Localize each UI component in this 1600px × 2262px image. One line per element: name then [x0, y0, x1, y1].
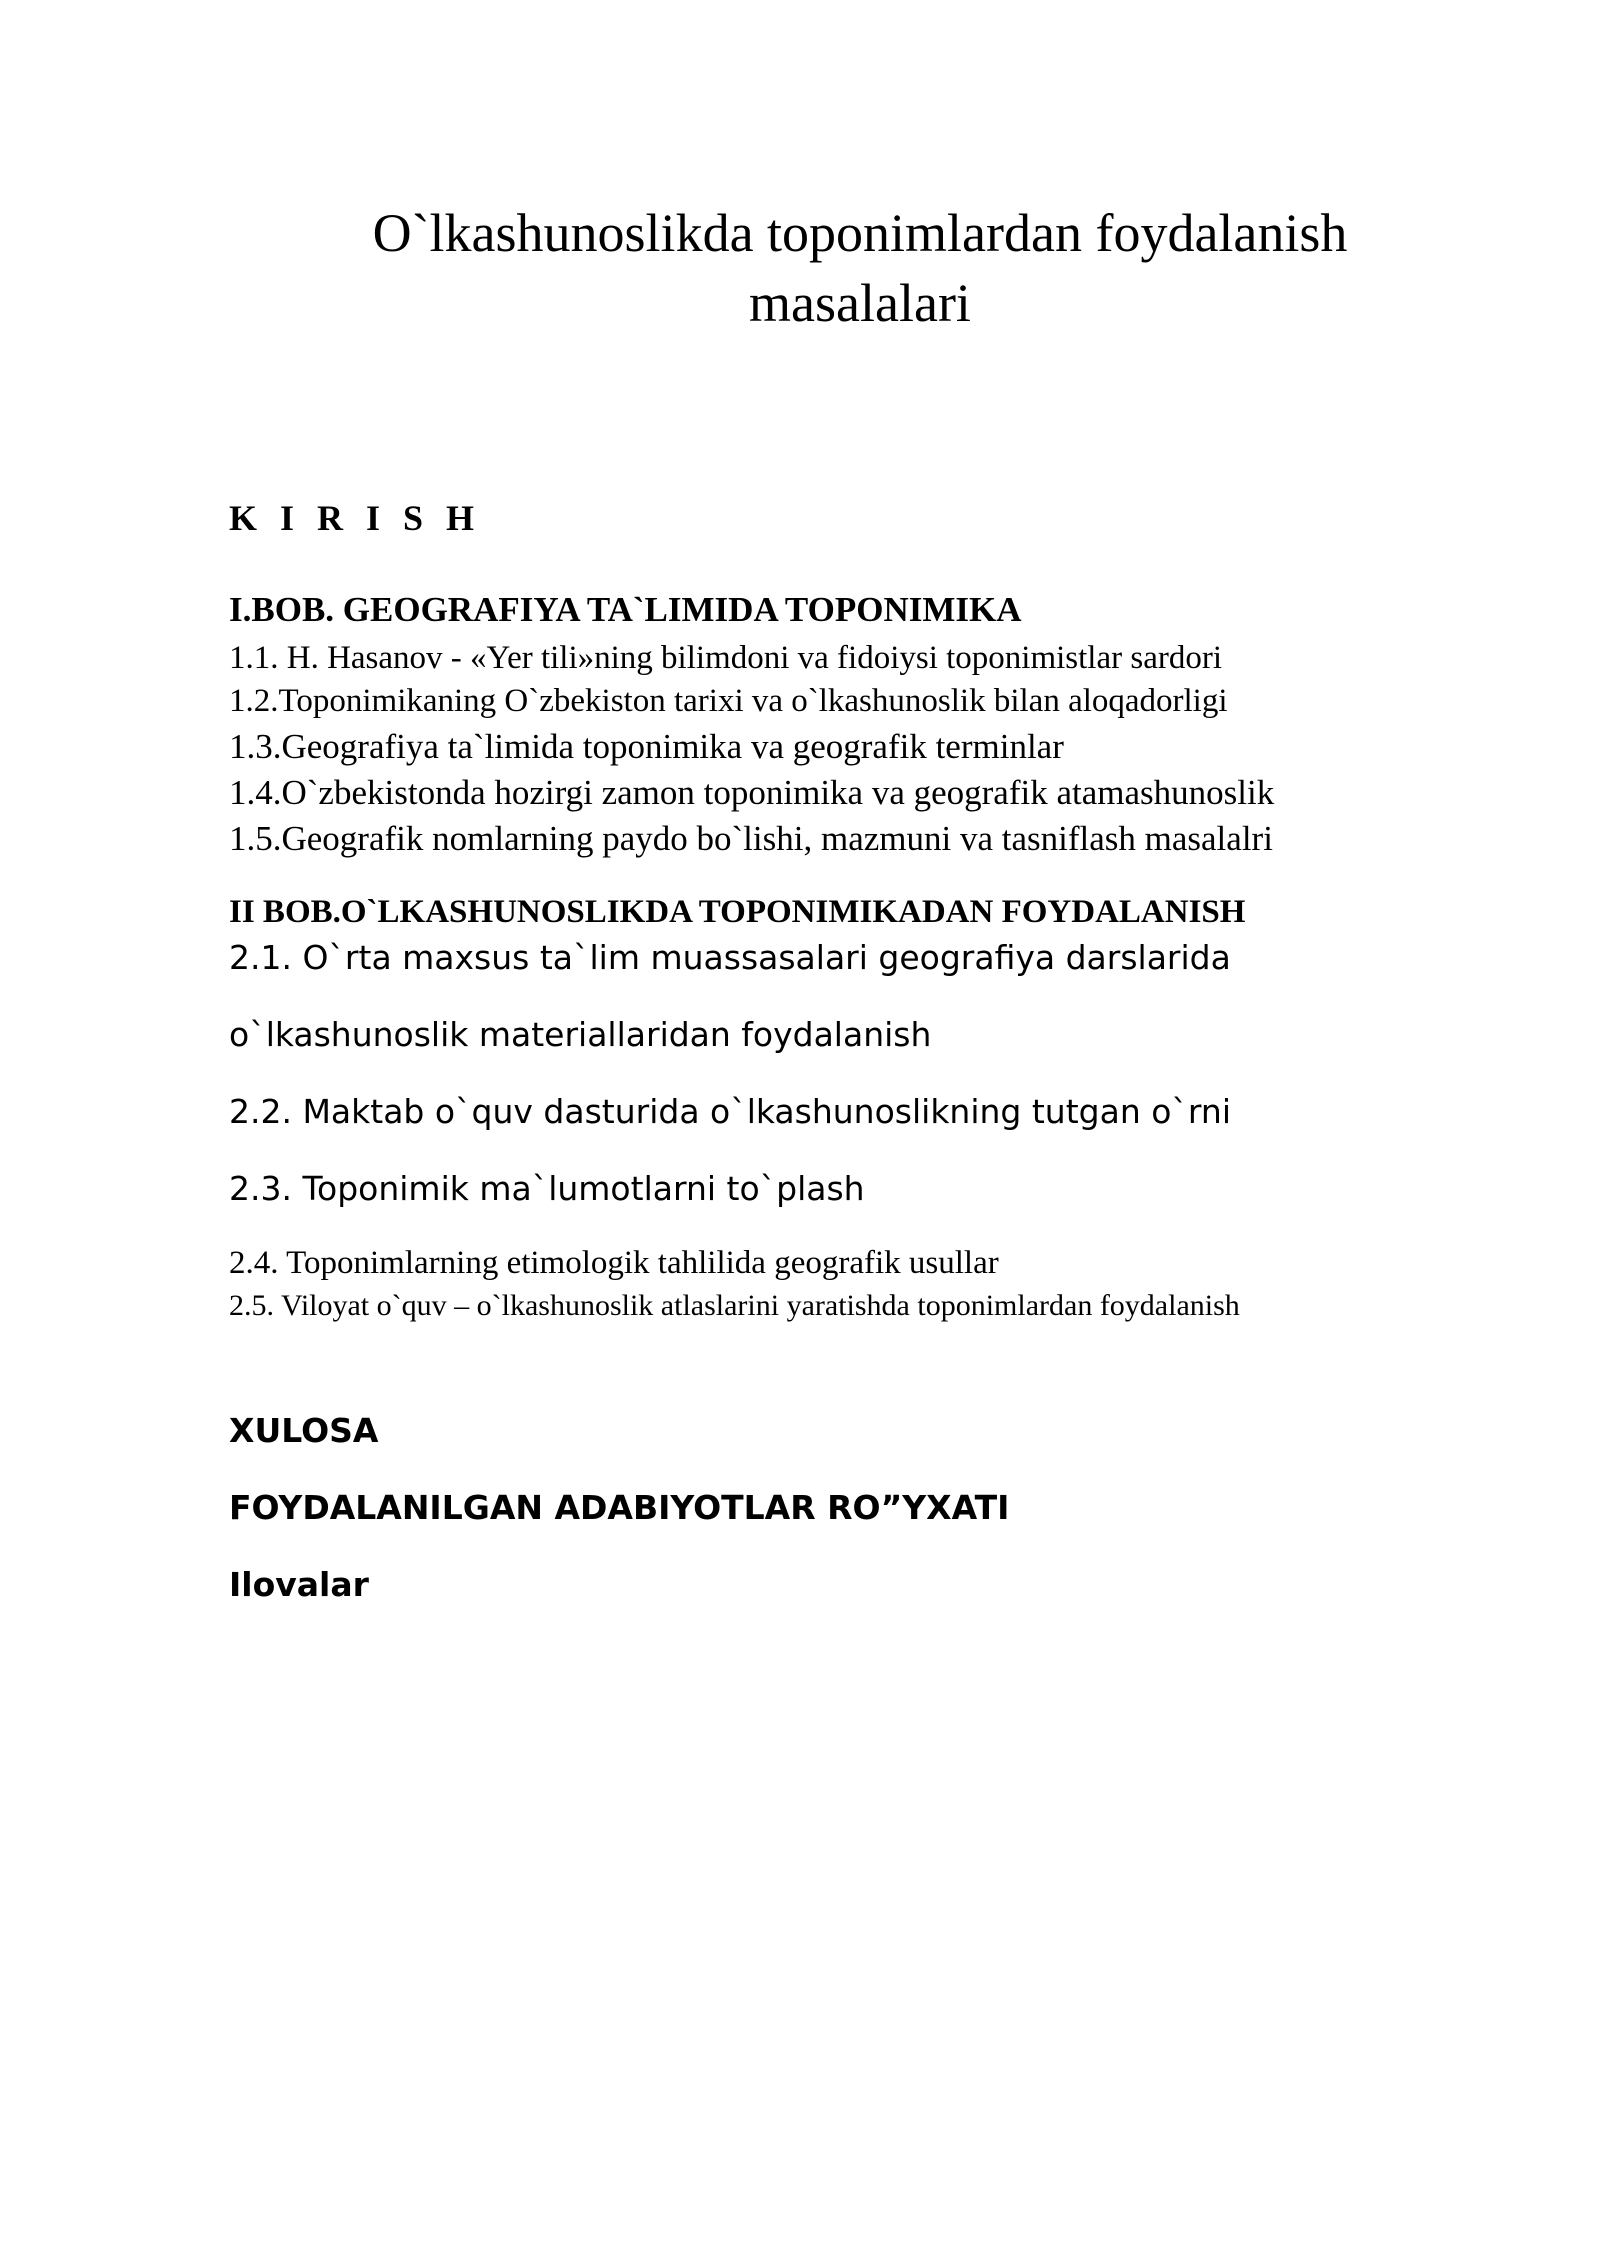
section-1-2: 1.2.Toponimikaning O`zbekiston tarixi va o`lkashunoslik bilan aloqadorligi	[229, 683, 1228, 719]
section-2-4: 2.4. Toponimlarning etimologik tahlilida geografik usullar	[229, 1245, 999, 1281]
references-heading: FOYDALANILGAN ADABIYOTLAR RO”YXATI	[229, 1488, 1010, 1527]
title-line-1: O`lkashunoslikda toponimlardan foydalanish	[372, 203, 1348, 263]
chapter-1-heading: I.BOB. GEOGRAFIYA TA`LIMIDA TOPONIMIKA	[229, 590, 1022, 629]
section-2-1-line-1: 2.1. O`rta maxsus ta`lim muassasalari geografiya darslarida	[229, 938, 1231, 977]
document-title	[230, 198, 1490, 338]
section-1-4: 1.4.O`zbekistonda hozirgi zamon toponimika va geografik atamashunoslik	[229, 773, 1275, 812]
conclusion-heading: XULOSA	[229, 1411, 379, 1450]
section-2-5: 2.5. Viloyat o`quv – o`lkashunoslik atlaslarini yaratishda toponimlardan foydalanish	[229, 1289, 1240, 1322]
title-line-2: masalalari	[749, 273, 971, 333]
section-2-2: 2.2. Maktab o`quv dasturida o`lkashunoslikning tutgan o`rni	[229, 1092, 1231, 1131]
section-2-1-line-2: o`lkashunoslik materiallaridan foydalanish	[229, 1015, 932, 1054]
section-1-3: 1.3.Geografiya ta`limida toponimika va geografik terminlar	[229, 727, 1064, 766]
chapter-2-heading: II BOB.O`LKASHUNOSLIKDA TOPONIMIKADAN FOYDALANISH	[229, 894, 1246, 930]
section-2-3: 2.3. Toponimik ma`lumotlarni to`plash	[229, 1169, 865, 1208]
section-1-1: 1.1. H. Hasanov - «Yer tili»ning bilimdoni va fidoiysi toponimistlar sardori	[229, 640, 1222, 676]
section-1-5: 1.5.Geografik nomlarning paydo bo`lishi, mazmuni va tasniflash masalalri	[229, 819, 1273, 858]
intro-heading: K I R I S H	[229, 498, 482, 538]
appendices-heading: Ilovalar	[229, 1565, 369, 1604]
